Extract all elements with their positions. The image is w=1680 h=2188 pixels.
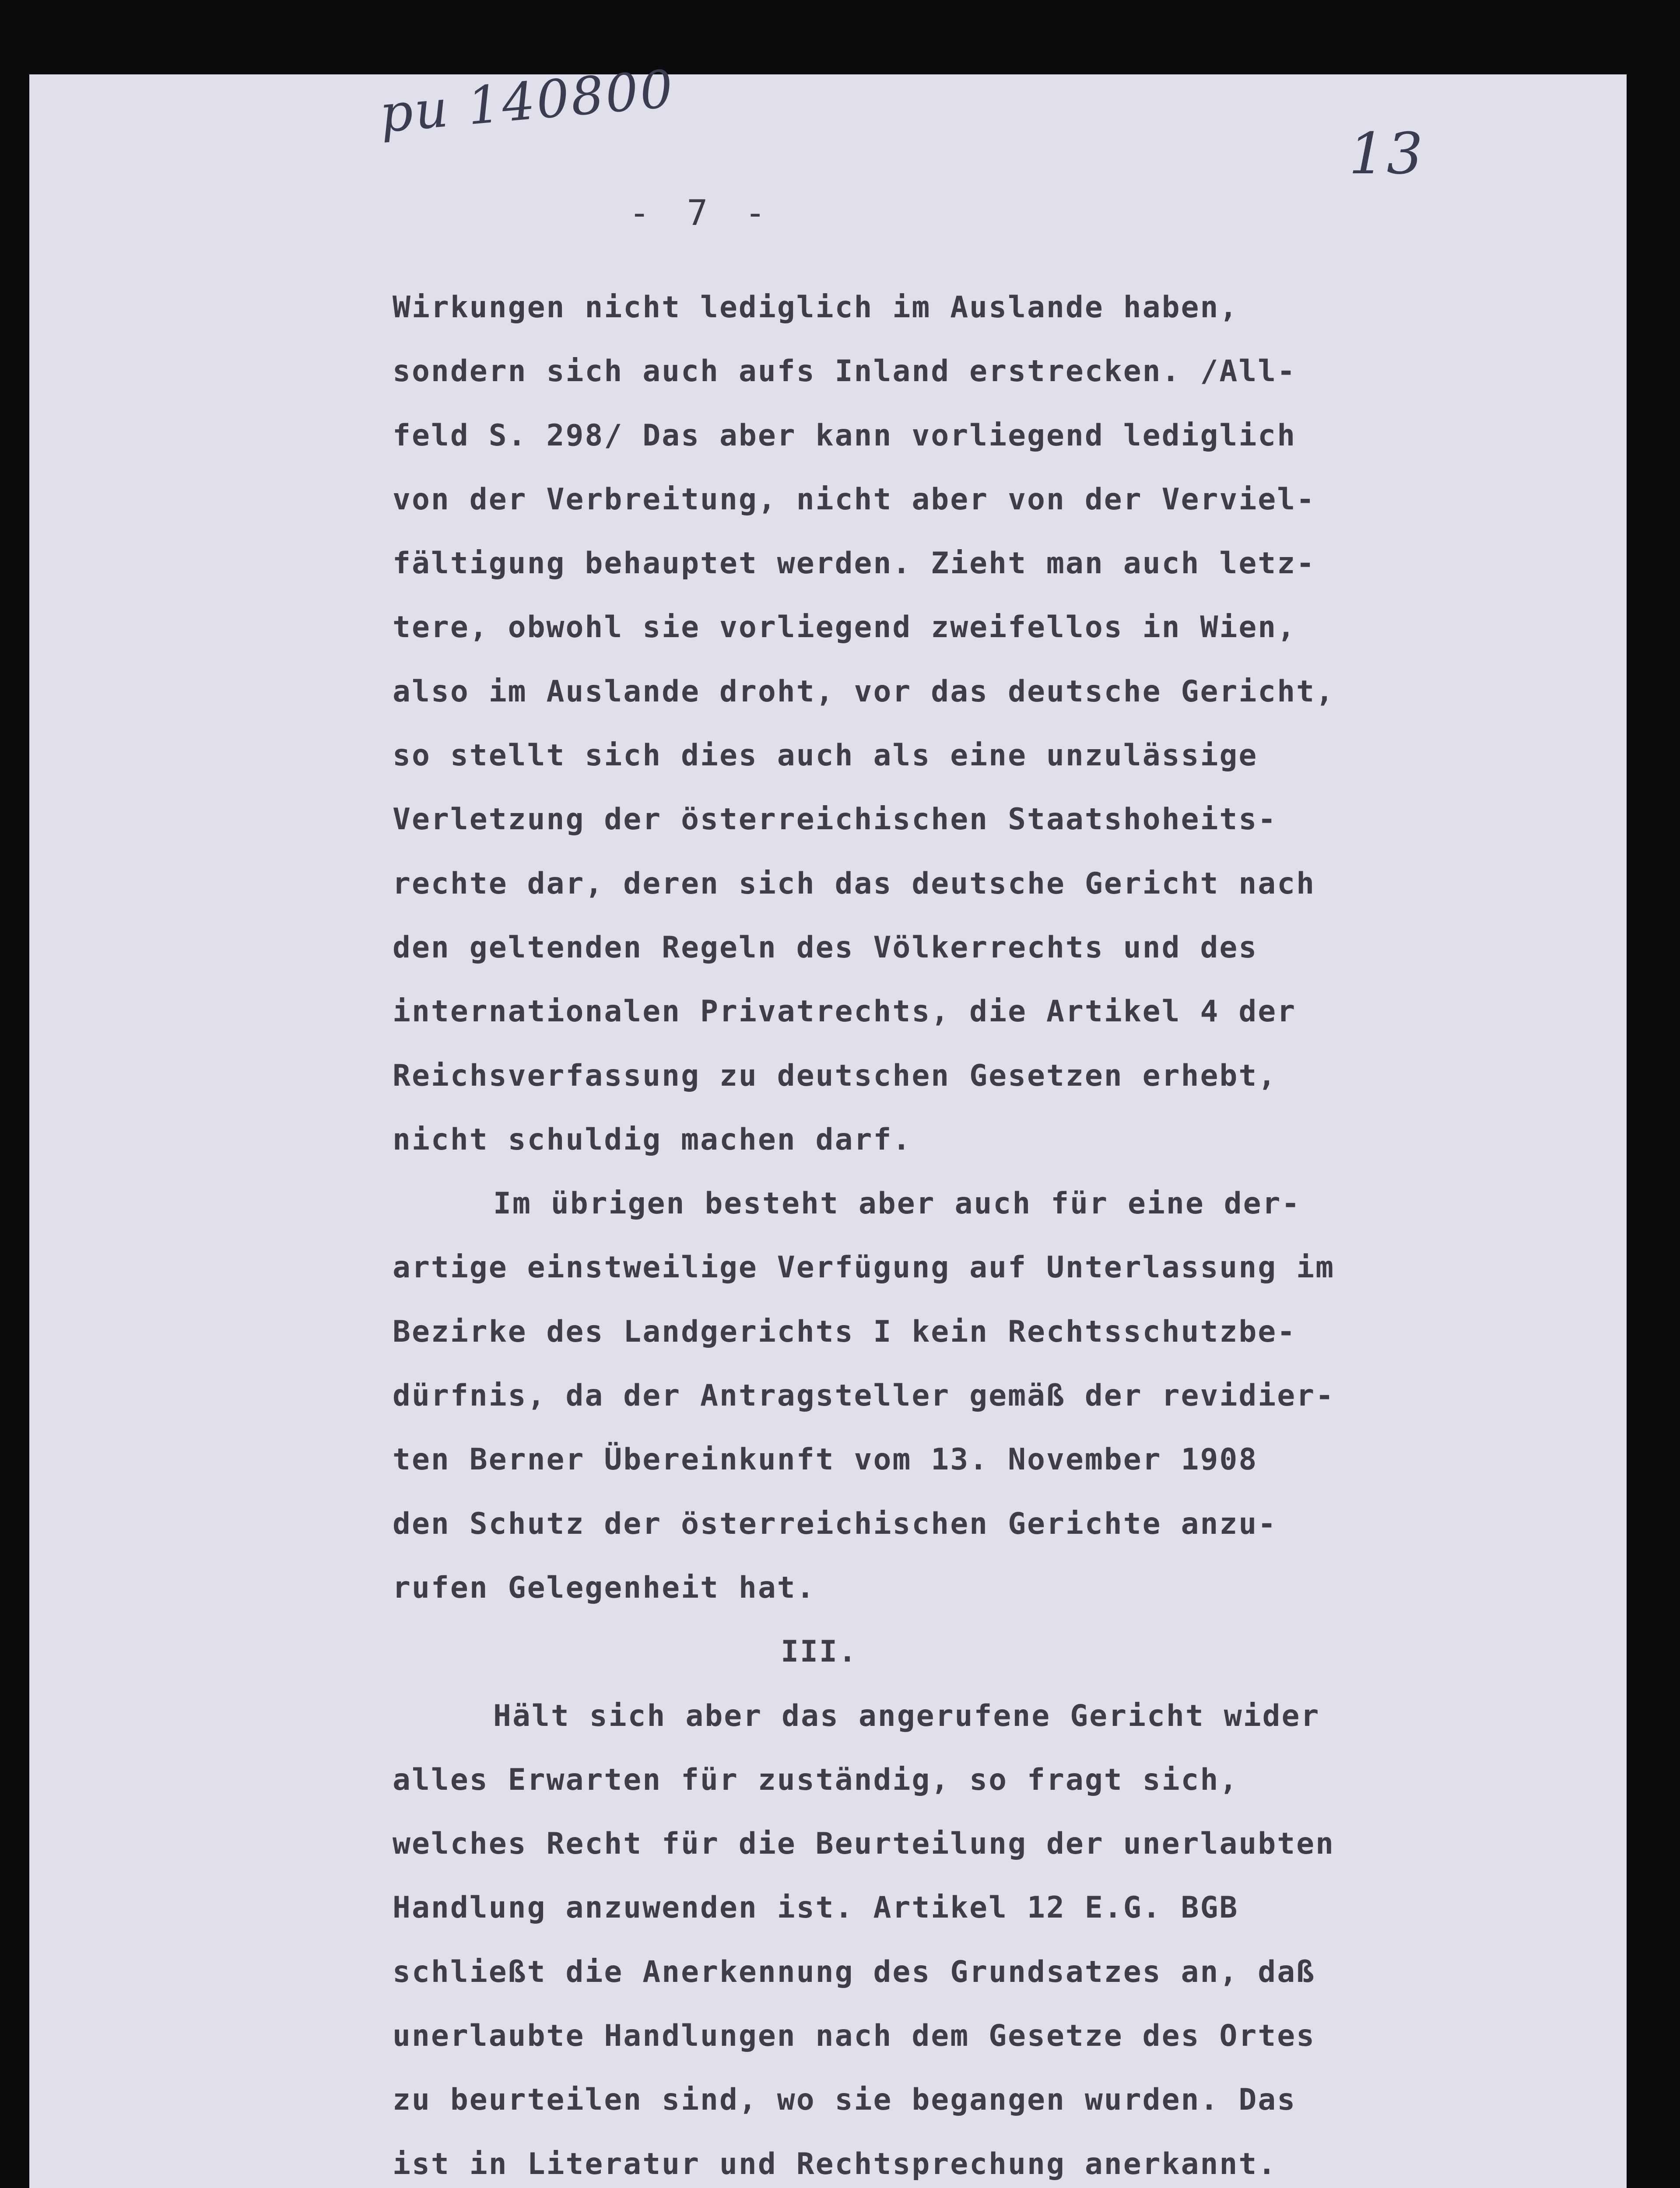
text-line: Reichsverfassung zu deutschen Gesetzen erhebt, bbox=[393, 1058, 1277, 1093]
paragraph-first-line: Hält sich aber das angerufene Gericht wider bbox=[493, 1698, 1320, 1733]
text-line: nicht schuldig machen darf. bbox=[393, 1122, 912, 1157]
text-line: rechte dar, deren sich das deutsche Gericht nach bbox=[393, 866, 1316, 901]
body-text bbox=[393, 276, 1465, 2188]
text-line: dürfnis, da der Antragsteller gemäß der revidier- bbox=[393, 1378, 1335, 1413]
document-page bbox=[29, 58, 1627, 2188]
text-line: Wirkungen nicht lediglich im Auslande haben, bbox=[393, 290, 1239, 325]
text-line: also im Auslande droht, vor das deutsche Gericht, bbox=[393, 674, 1335, 709]
text-line: feld S. 298/ Das aber kann vorliegend lediglich bbox=[393, 418, 1297, 453]
text-line: rufen Gelegenheit hat. bbox=[393, 1570, 816, 1605]
text-line: internationalen Privatrechts, die Artikel 4 der bbox=[393, 994, 1297, 1029]
text-line: ist in Literatur und Rechtsprechung anerkannt. bbox=[393, 2146, 1277, 2181]
text-line: fältigung behauptet werden. Zieht man auch letz- bbox=[393, 546, 1316, 581]
text-line: zu beurteilen sind, wo sie begangen wurden. Das bbox=[393, 2083, 1297, 2118]
paragraph-first-line: Im übrigen besteht aber auch für eine der- bbox=[493, 1186, 1301, 1221]
text-line: artige einstweilige Verfügung auf Unterlassung im bbox=[393, 1250, 1335, 1285]
page-number: - 7 - bbox=[629, 193, 774, 233]
text-line: unerlaubte Handlungen nach dem Gesetze des Ortes bbox=[393, 2019, 1316, 2054]
section-heading: III. bbox=[781, 1634, 858, 1669]
text-line: tere, obwohl sie vorliegend zweifellos in Wien, bbox=[393, 610, 1297, 645]
text-line: schließt die Anerkennung des Grundsatzes an, daß bbox=[393, 1954, 1316, 1989]
text-line: alles Erwarten für zuständig, so fragt sich, bbox=[393, 1762, 1239, 1797]
text-line: sondern sich auch aufs Inland erstrecken. /All- bbox=[393, 354, 1297, 389]
handwritten-reference: pu 140800 bbox=[377, 58, 677, 144]
text-line: Handlung anzuwenden ist. Artikel 12 E.G. BGB bbox=[393, 1890, 1239, 1925]
text-line: ten Berner Übereinkunft vom 13. November 1908 bbox=[393, 1442, 1258, 1477]
handwritten-folio-number: 13 bbox=[1349, 120, 1425, 187]
text-line: den Schutz der österreichischen Gerichte anzu- bbox=[393, 1506, 1277, 1541]
text-line: welches Recht für die Beurteilung der unerlaubten bbox=[393, 1827, 1335, 1862]
text-line: Bezirke des Landgerichts I kein Rechtsschutzbe- bbox=[393, 1314, 1297, 1349]
text-line: den geltenden Regeln des Völkerrechts und des bbox=[393, 930, 1258, 965]
text-line: von der Verbreitung, nicht aber von der Verviel- bbox=[393, 482, 1316, 517]
text-line: so stellt sich dies auch als eine unzulässige bbox=[393, 738, 1258, 773]
text-line: Verletzung der österreichischen Staatshoheits- bbox=[393, 802, 1277, 837]
